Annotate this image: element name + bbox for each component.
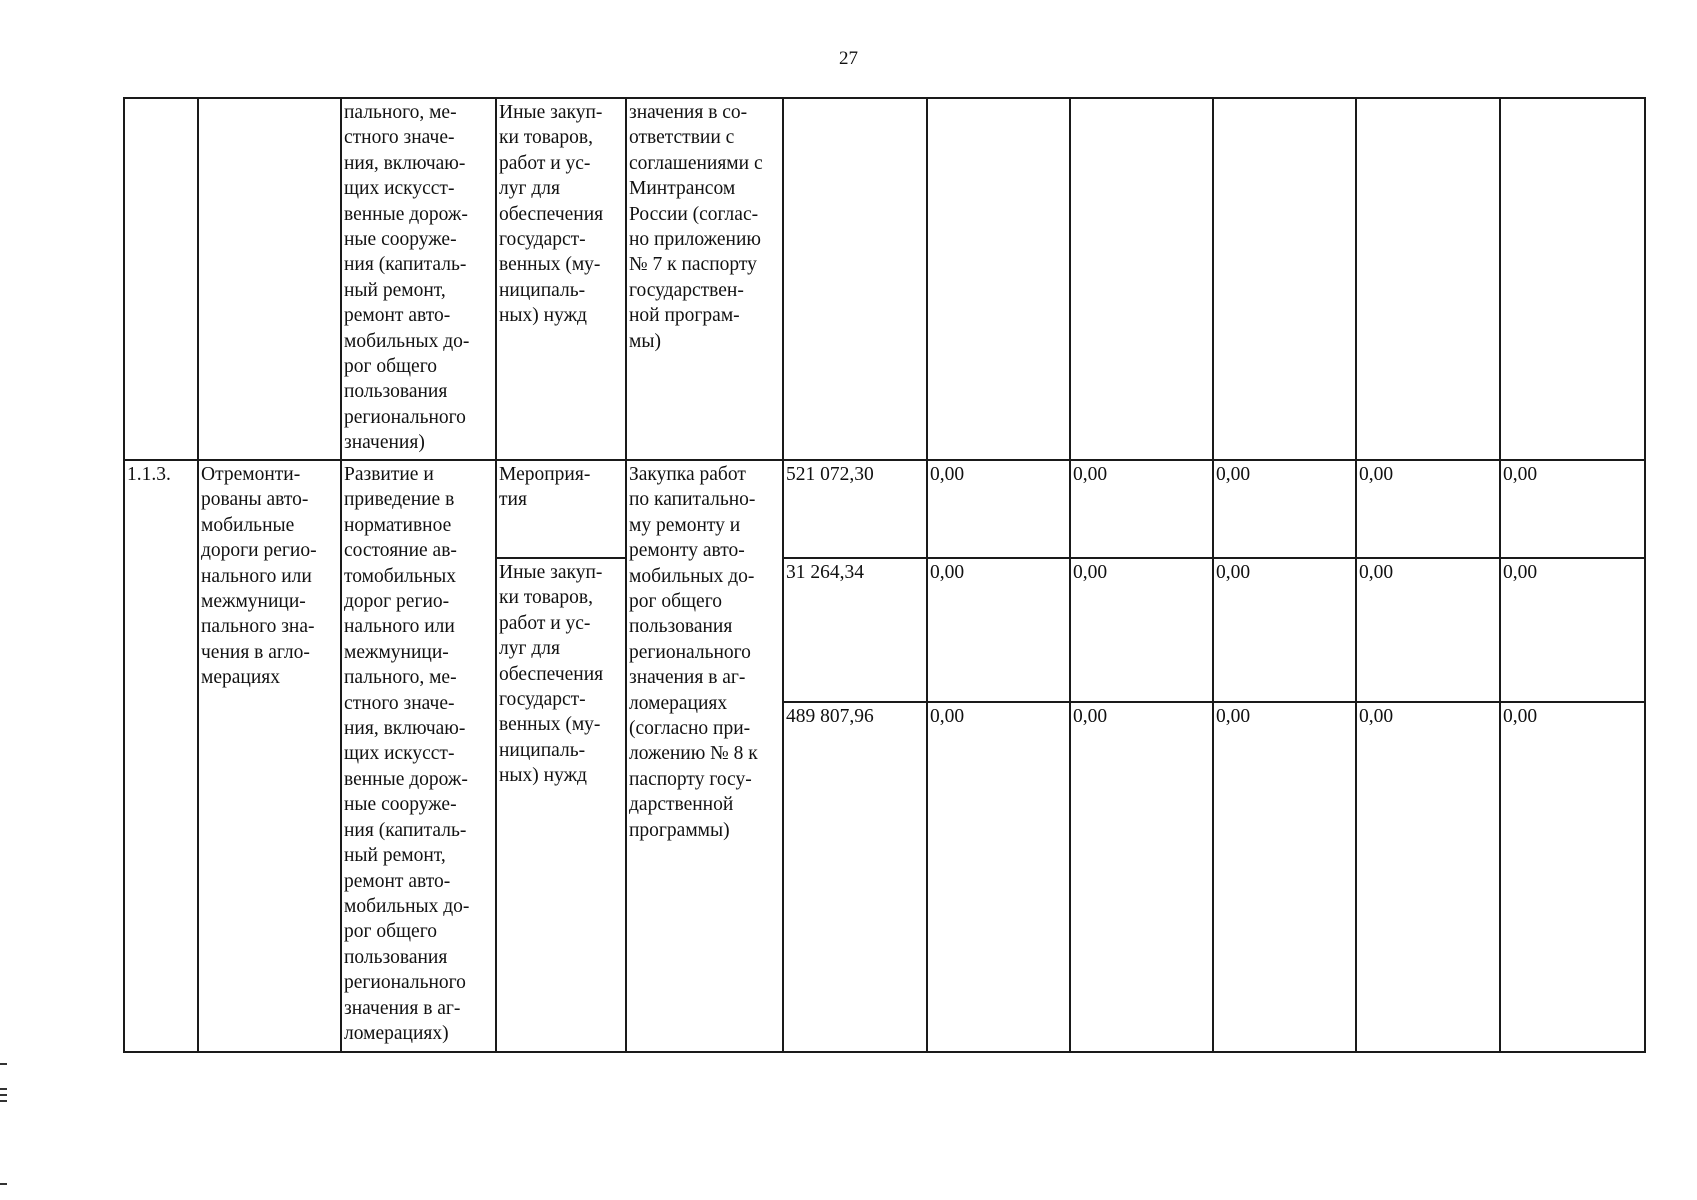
margin-mark bbox=[0, 1100, 7, 1102]
text-line: межмуници- bbox=[201, 591, 306, 613]
text-line: пального, ме- bbox=[344, 102, 457, 123]
text-line: Закупка работ bbox=[629, 464, 746, 485]
text-line: по капитально- bbox=[629, 489, 756, 511]
text-line: ные сооруже- bbox=[344, 794, 457, 816]
text-line: ния, включаю- bbox=[344, 718, 466, 740]
cell-value bbox=[1070, 98, 1213, 460]
cell-description bbox=[341, 460, 496, 1052]
cell-value: 0,00 bbox=[1356, 460, 1500, 558]
text-line: нормативное bbox=[344, 514, 452, 536]
text-line: ния (капиталь- bbox=[344, 254, 467, 276]
cell-note bbox=[626, 460, 783, 1052]
text-line: ные сооруже- bbox=[344, 229, 457, 251]
text-line: обеспечения bbox=[499, 203, 604, 225]
text-line: дарственной bbox=[629, 794, 734, 816]
text-line: Минтрансом bbox=[629, 178, 736, 200]
text-line: ных) нужд bbox=[499, 305, 587, 327]
cell-value: 0,00 bbox=[1070, 460, 1213, 558]
text-line: стного значе- bbox=[344, 692, 455, 714]
text-line: государствен- bbox=[629, 279, 744, 301]
text-line: значения в со- bbox=[629, 102, 748, 123]
cell-value bbox=[1213, 98, 1356, 460]
text-line: ремонту авто- bbox=[629, 540, 745, 562]
text-line: паспорту госу- bbox=[629, 768, 752, 790]
text-line: ниципаль- bbox=[499, 279, 586, 301]
cell-value: 0,00 bbox=[1213, 558, 1356, 702]
text-line: работ и ус- bbox=[499, 612, 591, 634]
cell-value: 0,00 bbox=[1500, 460, 1645, 558]
text-line: дороги регио- bbox=[201, 540, 317, 562]
text-line: стного значе- bbox=[344, 127, 455, 149]
text-line: № 7 к паспорту bbox=[629, 254, 757, 276]
text-line: нального или bbox=[201, 565, 312, 587]
text-line: ответствии с bbox=[629, 127, 735, 149]
text-line: ложению № 8 к bbox=[629, 743, 758, 765]
text-line: ния, включаю- bbox=[344, 152, 466, 174]
text-line: ных) нужд bbox=[499, 765, 587, 787]
cell-note bbox=[626, 98, 783, 460]
cell-value: 0,00 bbox=[1070, 702, 1213, 1052]
text-line: России (соглас- bbox=[629, 203, 759, 225]
text-line: мобильных до- bbox=[629, 565, 755, 587]
text-line: дорог регио- bbox=[344, 591, 450, 613]
cell-value: 0,00 bbox=[1500, 702, 1645, 1052]
document-table bbox=[123, 97, 1646, 1053]
cell-value: 0,00 bbox=[927, 558, 1070, 702]
text-line: чения в агло- bbox=[201, 641, 310, 663]
text-line: пального зна- bbox=[201, 616, 315, 638]
text-line: Иные закуп- bbox=[499, 562, 603, 583]
cell-result bbox=[198, 98, 341, 460]
text-line: мерациях bbox=[201, 667, 280, 689]
cell-value: 0,00 bbox=[1213, 702, 1356, 1052]
text-line: щих искусст- bbox=[344, 743, 455, 765]
text-line: мы) bbox=[629, 330, 661, 352]
cell-expense-type bbox=[496, 460, 626, 558]
text-line: значения) bbox=[344, 432, 425, 454]
margin-mark bbox=[0, 1183, 7, 1185]
text-line: рог общего bbox=[344, 356, 437, 378]
text-line: мобильных до- bbox=[344, 330, 470, 352]
cell-value: 31 264,34 bbox=[783, 558, 927, 702]
text-line: ремонт авто- bbox=[344, 870, 451, 892]
cell-value bbox=[927, 98, 1070, 460]
text-line: щих искусст- bbox=[344, 178, 455, 200]
text-line: мобильные bbox=[201, 514, 295, 536]
text-line: пользования bbox=[344, 381, 448, 403]
text-line: обеспечения bbox=[499, 663, 604, 685]
text-line: состояние ав- bbox=[344, 540, 457, 562]
continuation-row bbox=[124, 98, 1645, 460]
text-line: регионального bbox=[629, 641, 751, 663]
text-line: рог общего bbox=[629, 591, 722, 613]
cell-value bbox=[1500, 98, 1645, 460]
text-line: венных (му- bbox=[499, 714, 601, 736]
text-line: му ремонту и bbox=[629, 514, 741, 536]
text-line: государст- bbox=[499, 229, 586, 251]
text-line: Иные закуп- bbox=[499, 102, 603, 123]
text-line: ломерациях bbox=[629, 692, 728, 714]
text-line: ния (капиталь- bbox=[344, 819, 467, 841]
text-line: ниципаль- bbox=[499, 739, 586, 761]
cell-result bbox=[198, 460, 341, 1052]
cell-value: 0,00 bbox=[927, 460, 1070, 558]
text-line: венные дорож- bbox=[344, 768, 468, 790]
text-line: ки товаров, bbox=[499, 587, 593, 609]
text-line: рог общего bbox=[344, 921, 437, 943]
cell-value: 0,00 bbox=[927, 702, 1070, 1052]
text-line: пользования bbox=[629, 616, 733, 638]
text-line: тия bbox=[499, 489, 527, 511]
text-line: государст- bbox=[499, 689, 586, 711]
text-line: ный ремонт, bbox=[344, 279, 446, 301]
text-line: но приложению bbox=[629, 229, 761, 251]
cell-value: 0,00 bbox=[1356, 558, 1500, 702]
text-line: ный ремонт, bbox=[344, 845, 446, 867]
text-line: Отремонти- bbox=[201, 464, 301, 485]
text-line: межмуници- bbox=[344, 641, 449, 663]
cell-expense-type bbox=[496, 98, 626, 460]
cell-number bbox=[124, 98, 198, 460]
text-line: работ и ус- bbox=[499, 152, 591, 174]
text-line: венные дорож- bbox=[344, 203, 468, 225]
page-number: 27 bbox=[839, 48, 858, 69]
cell-description bbox=[341, 98, 496, 460]
cell-value: 0,00 bbox=[1356, 702, 1500, 1052]
text-line: пального, ме- bbox=[344, 667, 457, 689]
cell-value bbox=[783, 98, 927, 460]
cell-value: 0,00 bbox=[1500, 558, 1645, 702]
margin-mark bbox=[0, 1094, 7, 1096]
cell-value: 489 807,96 bbox=[783, 702, 927, 1052]
cell-value bbox=[1356, 98, 1500, 460]
text-line: луг для bbox=[499, 638, 560, 660]
text-line: луг для bbox=[499, 178, 560, 200]
text-line: регионального bbox=[344, 972, 466, 994]
text-line: приведение в bbox=[344, 489, 455, 511]
text-line: значения в аг- bbox=[629, 667, 746, 689]
text-line: нального или bbox=[344, 616, 455, 638]
cell-value: 0,00 bbox=[1213, 460, 1356, 558]
text-line: соглашениями с bbox=[629, 152, 763, 174]
text-line: регионального bbox=[344, 406, 466, 428]
text-line: ремонт авто- bbox=[344, 305, 451, 327]
text-line: венных (му- bbox=[499, 254, 601, 276]
text-line: Развитие и bbox=[344, 464, 434, 485]
text-line: мобильных до- bbox=[344, 895, 470, 917]
text-line: значения в аг- bbox=[344, 997, 461, 1019]
text-line: Мероприя- bbox=[499, 464, 591, 485]
cell-value: 0,00 bbox=[1070, 558, 1213, 702]
text-line: рованы авто- bbox=[201, 489, 309, 511]
margin-mark bbox=[0, 1063, 7, 1065]
text-line: ломерациях) bbox=[344, 1022, 449, 1044]
text-line: пользования bbox=[344, 946, 448, 968]
text-line: ки товаров, bbox=[499, 127, 593, 149]
row-113-a bbox=[124, 460, 1645, 558]
cell-expense-type bbox=[496, 558, 626, 1052]
text-line: ной програм- bbox=[629, 305, 740, 327]
text-line: (согласно при- bbox=[629, 718, 751, 740]
text-line: программы) bbox=[629, 819, 730, 841]
cell-value: 521 072,30 bbox=[783, 460, 927, 558]
margin-mark bbox=[0, 1088, 7, 1090]
text-line: томобильных bbox=[344, 565, 457, 587]
cell-number: 1.1.3. bbox=[124, 460, 198, 1052]
